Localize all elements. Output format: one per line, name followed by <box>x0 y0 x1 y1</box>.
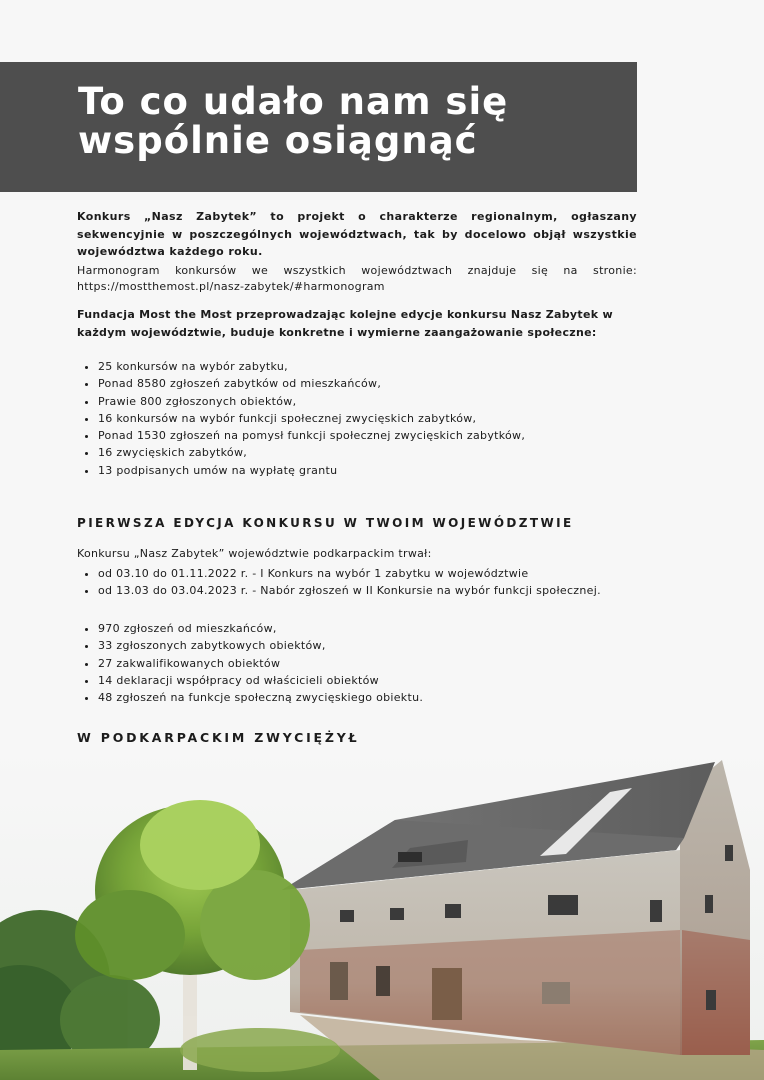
list-item: • Prawie 800 zgłoszonych obiektów, <box>98 393 658 410</box>
winner-heading-line1: W PODKARPACKIM ZWYCIĘŻYŁ <box>77 730 360 745</box>
list-item: • 27 zakwalifikowanych obiektów <box>98 655 658 672</box>
page-title: To co udało nam się wspólnie osiągnąć <box>78 80 509 162</box>
stats-list <box>77 620 658 706</box>
list-item: • 14 deklaracji współpracy od właścicieli obiektów <box>98 672 658 689</box>
achievements-list <box>77 358 658 479</box>
list-item: • 16 konkursów na wybór funkcji społecznej zwycięskich zabytków, <box>98 410 658 427</box>
list-item: • 25 konkursów na wybór zabytku, <box>98 358 658 375</box>
list-item: • Ponad 1530 zgłoszeń na pomysł funkcji społecznej zwycięskich zabytków, <box>98 427 658 444</box>
list-item: • 33 zgłoszonych zabytkowych obiektów, <box>98 637 658 654</box>
list-item: • 48 zgłoszeń na funkcje społeczną zwycięskiego obiektu. <box>98 689 658 706</box>
list-item: • od 03.10 do 01.11.2022 r. - I Konkurs na wybór 1 zabytku w województwie <box>98 565 658 582</box>
list-item: • 970 zgłoszeń od mieszkańców, <box>98 620 658 637</box>
list-item: • Ponad 8580 zgłoszeń zabytków od mieszkańców, <box>98 375 658 392</box>
first-edition-intro: Konkursu „Nasz Zabytek” województwie podkarpackim trwał: <box>77 547 432 560</box>
granary-photo <box>0 750 764 1080</box>
list-item: • 16 zwycięskich zabytków, <box>98 444 658 461</box>
foundation-paragraph: Fundacja Most the Most przeprowadzając kolejne edycje konkursu Nasz Zabytek w każdym województwie, buduje konkretne i wymierne zaangażowanie społeczne: <box>77 308 613 339</box>
intro-paragraph: Konkurs „Nasz Zabytek” to projekt o charakterze regionalnym, ogłaszany sekwencyjnie w poszczególnych województwach, tak by docelowo objął wszystkie województwa każdego roku. <box>77 210 637 258</box>
schedule-paragraph: Harmonogram konkursów we wszystkich województwach znajduje się na stronie: https://mostthemost.pl/nasz-zabytek/#harmonogram <box>77 264 637 293</box>
list-item: • od 13.03 do 03.04.2023 r. - Nabór zgłoszeń w II Konkursie na wybór funkcji społecznej. <box>98 582 658 599</box>
title-banner <box>0 62 637 192</box>
list-item: • 13 podpisanych umów na wypłatę grantu <box>98 462 658 479</box>
stages-list <box>77 565 658 600</box>
first-edition-heading: PIERWSZA EDYCJA KONKURSU W TWOIM WOJEWÓDZTWIE <box>77 516 574 530</box>
